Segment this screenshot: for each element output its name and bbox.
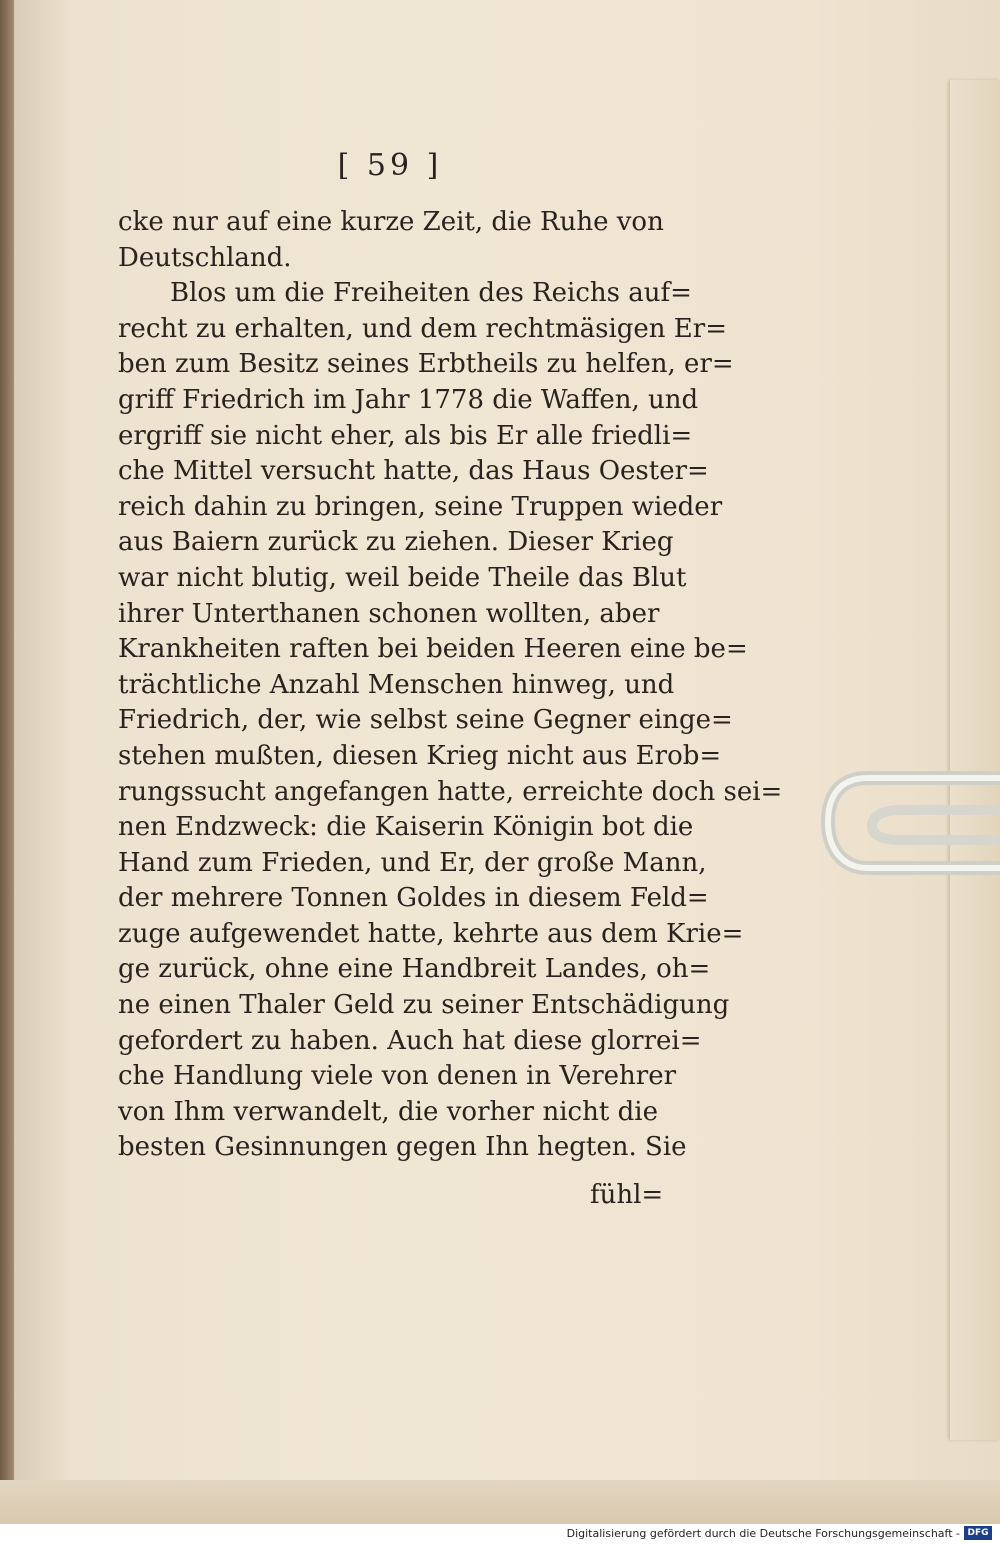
text-line: war nicht blutig, weil beide Theile das Blut [118,562,687,593]
text-line: der mehrere Tonnen Goldes in diesem Feld= [118,883,709,914]
text-line: Deutschland. [118,242,292,273]
text-line: Krankheiten raften bei beiden Heeren eine be= [118,634,748,665]
text-line: rungssucht angefangen hatte, erreichte doch sei= [118,776,783,807]
text-line: griff Friedrich im Jahr 1778 die Waffen, und [118,384,699,415]
text-line: recht zu erhalten, und dem rechtmäsigen Er= [118,313,727,344]
text-line: ge zurück, ohne eine Handbreit Landes, oh= [118,954,711,985]
text-line: che Handlung viele von denen in Verehrer [118,1061,677,1092]
text-line: reich dahin zu bringen, seine Truppen wieder [118,491,723,522]
text-line: nen Endzweck: die Kaiserin Königin bot die [118,812,694,843]
text-line: ben zum Besitz seines Erbtheils zu helfen, er= [118,349,734,380]
text-line: Hand zum Frieden, und Er, der große Mann, [118,847,707,878]
body-text [118,205,783,1166]
text-line: ihrer Unterthanen schonen wollten, aber [118,598,660,629]
text-line: stehen mußten, diesen Krieg nicht aus Erob= [118,740,722,771]
dfg-logo: DFG [964,1526,992,1540]
text-line: besten Gesinnungen gegen Ihn hegten. Sie [118,1132,687,1163]
text-line: Blos um die Freiheiten des Reichs auf= [170,278,692,309]
text-line: zuge aufgewendet hatte, kehrte aus dem Krie= [118,918,744,949]
catchword: fühl= [590,1180,664,1210]
text-line: Friedrich, der, wie selbst seine Gegner einge= [118,705,733,736]
text-line: che Mittel versucht hatte, das Haus Oester= [118,456,709,487]
text-line: trächtliche Anzahl Menschen hinweg, und [118,669,675,700]
page-edge [950,80,1000,1440]
page-number: [ 59 ] [337,148,443,183]
text-line: aus Baiern zurück zu ziehen. Dieser Krieg [118,527,674,558]
page-bottom-edge [0,1480,1000,1524]
text-line: cke nur auf eine kurze Zeit, die Ruhe von [118,207,664,237]
text-line: ergriff sie nicht eher, als bis Er alle friedli= [118,420,693,451]
text-line: ne einen Thaler Geld zu seiner Entschädigung [118,990,730,1021]
paper-clip-icon [820,770,1000,920]
text-line: gefordert zu haben. Auch hat diese glorrei= [118,1025,702,1056]
text-line: von Ihm verwandelt, die vorher nicht die [118,1096,658,1127]
funding-notice: Digitalisierung gefördert durch die Deutsche Forschungsgemeinschaft - [566,1527,960,1540]
